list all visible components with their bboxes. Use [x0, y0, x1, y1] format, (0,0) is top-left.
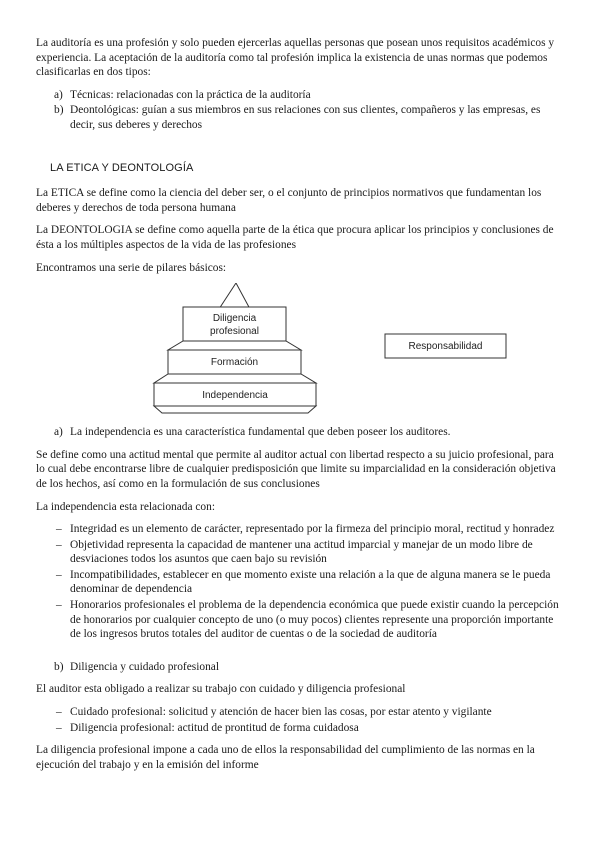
list-marker: b): [54, 660, 64, 673]
relacionada-intro: La independencia esta relacionada con:: [36, 500, 215, 513]
list-item-text: Objetividad representa la capacidad de mantener una actitud imparcial y manejar de un modo libre de desviaciones todos los asuntos que caen bajo su revisión: [70, 538, 533, 566]
list-item-text: La independencia es una característica fundamental que deben poseer los auditores.: [70, 426, 451, 439]
obligado-paragraph: El auditor esta obligado a realizar su trabajo con cuidado y diligencia profesional: [36, 683, 406, 696]
step-connector: [168, 341, 301, 350]
list-item: [36, 425, 563, 440]
list-item-text: Incompatibilidades, establecer en que momento existe una relación a la que de alguna manera se le pueda denominar de dependencia: [70, 568, 551, 596]
relacionada-list: [36, 522, 563, 642]
dash-marker: –: [56, 706, 62, 719]
list-item-text: Integridad es un elemento de carácter, representado por la firmeza del principio moral, rectitud y honradez: [70, 523, 555, 536]
list-item: [36, 568, 563, 597]
pillars-diagram: [36, 283, 563, 417]
dash-marker: –: [56, 523, 62, 536]
etica-paragraph: La ETICA se define como la ciencia del deber ser, o el conjunto de principios normativos que fundamentan los deberes y derechos de toda persona humana: [36, 187, 542, 214]
dash-marker: –: [56, 721, 62, 734]
list-item: [36, 103, 563, 132]
pyramid-apex: [219, 283, 250, 309]
dash-marker: –: [56, 538, 62, 551]
item-b-list: [36, 660, 563, 675]
diligencia-list: [36, 705, 563, 735]
pyramid-base: [154, 406, 316, 413]
pilares-intro: Encontramos una serie de pilares básicos:: [36, 261, 227, 274]
list-item-text: Técnicas: relacionadas con la práctica de la auditoría: [70, 88, 311, 101]
section-title: LA ETICA Y DEONTOLOGÍA: [50, 161, 194, 174]
list-marker: a): [54, 88, 63, 101]
label-independencia: Independencia: [202, 390, 268, 402]
document-page: [36, 36, 563, 780]
label-responsabilidad: Responsabilidad: [408, 341, 483, 353]
deontologia-paragraph: La DEONTOLOGIA se define como aquella parte de la ética que procura aplicar los principios y conclusiones de ésta a los múltiples aspectos de la vida de las profesiones: [36, 224, 554, 251]
step-connector: [154, 374, 316, 383]
independencia-definition: Se define como una actitud mental que permite al auditor actual con libertad respecto a su juicio profesional, para lo cual debe encontrarse libre de cualquier predisposición que limite su imparcialidad en la consideración objetiva de los hechos, así como en la formulación de sus conclusiones: [36, 448, 556, 490]
dash-marker: –: [56, 599, 62, 612]
list-item-text: Honorarios profesionales el problema de la dependencia económica que puede existir cuando la percepción de honorarios por cualquier concepto de uno (o muy pocos) clientes represente una proporción importante de los ingresos brutos totales del auditor de cuentas o de la sociedad de auditoría: [70, 599, 559, 641]
list-item-text: Cuidado profesional: solicitud y atención de hacer bien las cosas, por estar atento y vigilante: [70, 706, 492, 719]
list-item: [36, 598, 563, 642]
item-a-list: [36, 425, 563, 440]
list-item: [36, 522, 563, 537]
list-item-text: Deontológicas: guían a sus miembros en sus relaciones con sus clientes, compañeros y las empresas, es decir, sus deberes y derechos: [70, 104, 541, 131]
label-formacion: Formación: [210, 357, 259, 369]
list-marker: b): [54, 104, 64, 117]
list-item: [36, 705, 563, 720]
label-diligencia: Diligencia profesional: [210, 313, 259, 338]
list-item-text: Diligencia y cuidado profesional: [70, 660, 219, 673]
final-paragraph: La diligencia profesional impone a cada uno de ellos la responsabilidad del cumplimiento de las normas en la ejecución del trabajo y en la emisión del informe: [36, 744, 535, 771]
intro-paragraph: La auditoría es una profesión y solo pueden ejercerlas aquellas personas que posean unos requisitos académicos y experiencia. La aceptación de la auditoría como tal profesión implica la existencia de unas normas que podemos clasificarlas en dos tipos:: [36, 37, 555, 79]
tipos-list: [36, 88, 563, 133]
list-item-text: Diligencia profesional: actitud de prontitud de forma cuidadosa: [70, 721, 359, 734]
list-item: [36, 88, 563, 103]
list-item: [36, 660, 563, 675]
dash-marker: –: [56, 568, 62, 581]
list-marker: a): [54, 426, 63, 439]
list-item: [36, 538, 563, 567]
list-item: [36, 721, 563, 736]
